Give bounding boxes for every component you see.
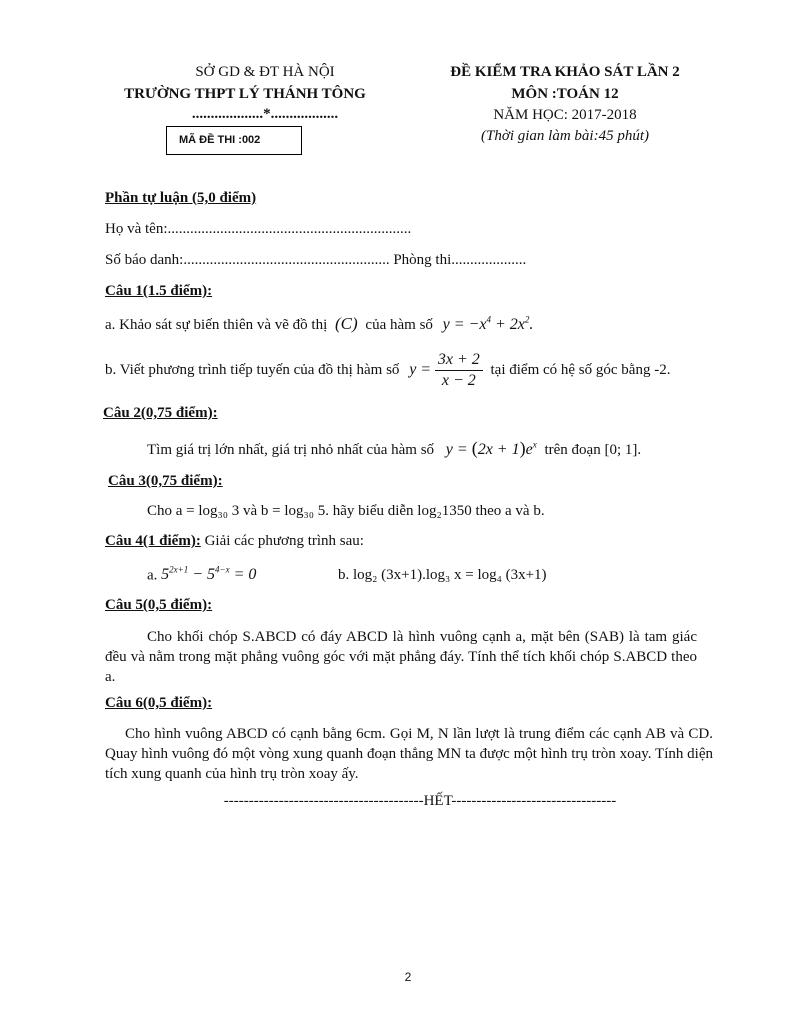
student-id-line: Số báo danh:....................................................... Phòng thi....................: [105, 252, 527, 268]
page-number: 2: [404, 970, 412, 984]
time-allowed: (Thời gian làm bài:45 phút): [480, 128, 649, 144]
fraction-1b: [435, 350, 483, 391]
question-5-text: Cho khối chóp S.ABCD có đáy ABCD là hình vuông cạnh a, mặt bên (SAB) là tam giác đều và nằm trong mặt phẳng vuông góc với mặt phẳng đáy. Tính thể tích khối chóp S.ABCD theo a.: [105, 629, 697, 685]
exam-subject: MÔN :TOÁN 12: [511, 86, 619, 102]
function-lhs-1b: y =: [409, 361, 432, 378]
question-3-title: Câu 3(0,75 điểm):: [108, 473, 223, 489]
question-4a: a. $5^{2x+1} - 5^{4-x} = 0$: [147, 565, 257, 584]
question-4-header: [105, 533, 364, 550]
question-2: [147, 438, 641, 459]
department-name: SỞ GD & ĐT HÀ NỘI: [195, 64, 335, 80]
graph-name: (C): [335, 314, 358, 333]
question-1b-text: b. Viết phương trình tiếp tuyến của đồ thị hàm số: [105, 362, 400, 378]
exam-title: ĐỀ KIỂM TRA KHẢO SÁT LẦN 2: [450, 64, 680, 80]
question-2-end: trên đoạn [0; 1].: [544, 442, 642, 458]
equation-4a: $5^{2x+1} - 5^{4-x} = 0$: [161, 565, 257, 584]
school-name: TRƯỜNG THPT LÝ THÁNH TÔNG: [124, 86, 366, 102]
function-formula-1a: $y = -x^4 + 2x^2$.: [442, 314, 534, 333]
question-4b: b. log₂ (3x+1).log₃ x = log₄ (3x+1): [338, 567, 547, 583]
question-6-text: Cho hình vuông ABCD có cạnh bằng 6cm. Gọi M, N lần lượt là trung điểm các cạnh AB và CD. Quay hình vuông đó một vòng xung quanh đoạn thẳng MN ta được một hình trụ tròn xoay. Tính diện tích xung quanh của hình trụ tròn xoay ấy.: [105, 726, 713, 782]
question-1b-end: tại điểm có hệ số góc bằng -2.: [490, 362, 671, 378]
question-5-title: Câu 5(0,5 điểm):: [105, 597, 213, 613]
exam-code-box: MÃ ĐỀ THI :002: [166, 126, 302, 155]
end-line: ----------------------------------------HẾT---------------------------------: [223, 793, 617, 809]
fraction-denominator: x − 2: [441, 372, 476, 390]
question-2-title: Câu 2(0,75 điểm):: [103, 405, 218, 421]
school-year: NĂM HỌC: 2017-2018: [493, 107, 637, 123]
header-separator: ...................*..................: [191, 106, 339, 122]
student-name-line: Họ và tên:.................................................................: [105, 221, 412, 237]
function-formula-2: $y = (2x + 1)e^x$: [445, 438, 537, 458]
fraction-numerator: 3x + 2: [435, 350, 483, 371]
section-title: Phần tự luận (5,0 điểm): [105, 190, 257, 206]
question-1a-text: a. Khảo sát sự biến thiên và vẽ đồ thị: [105, 317, 328, 333]
question-1a-mid: của hàm số: [365, 317, 433, 333]
question-3-text: Cho a = log₃₀ 3 và b = log₃₀ 5. hãy biểu diễn log₂1350 theo a và b.: [147, 503, 545, 519]
question-6-title: Câu 6(0,5 điểm):: [105, 695, 213, 711]
question-4-title: Câu 4(1 điểm):: [105, 533, 201, 549]
question-4-intro: Giải các phương trình sau:: [204, 533, 364, 549]
question-1b: [105, 348, 670, 392]
question-1a: [105, 314, 533, 334]
question-1-title: Câu 1(1.5 điểm):: [105, 283, 213, 299]
question-2-text: Tìm giá trị lớn nhất, giá trị nhỏ nhất của hàm số: [147, 442, 435, 458]
